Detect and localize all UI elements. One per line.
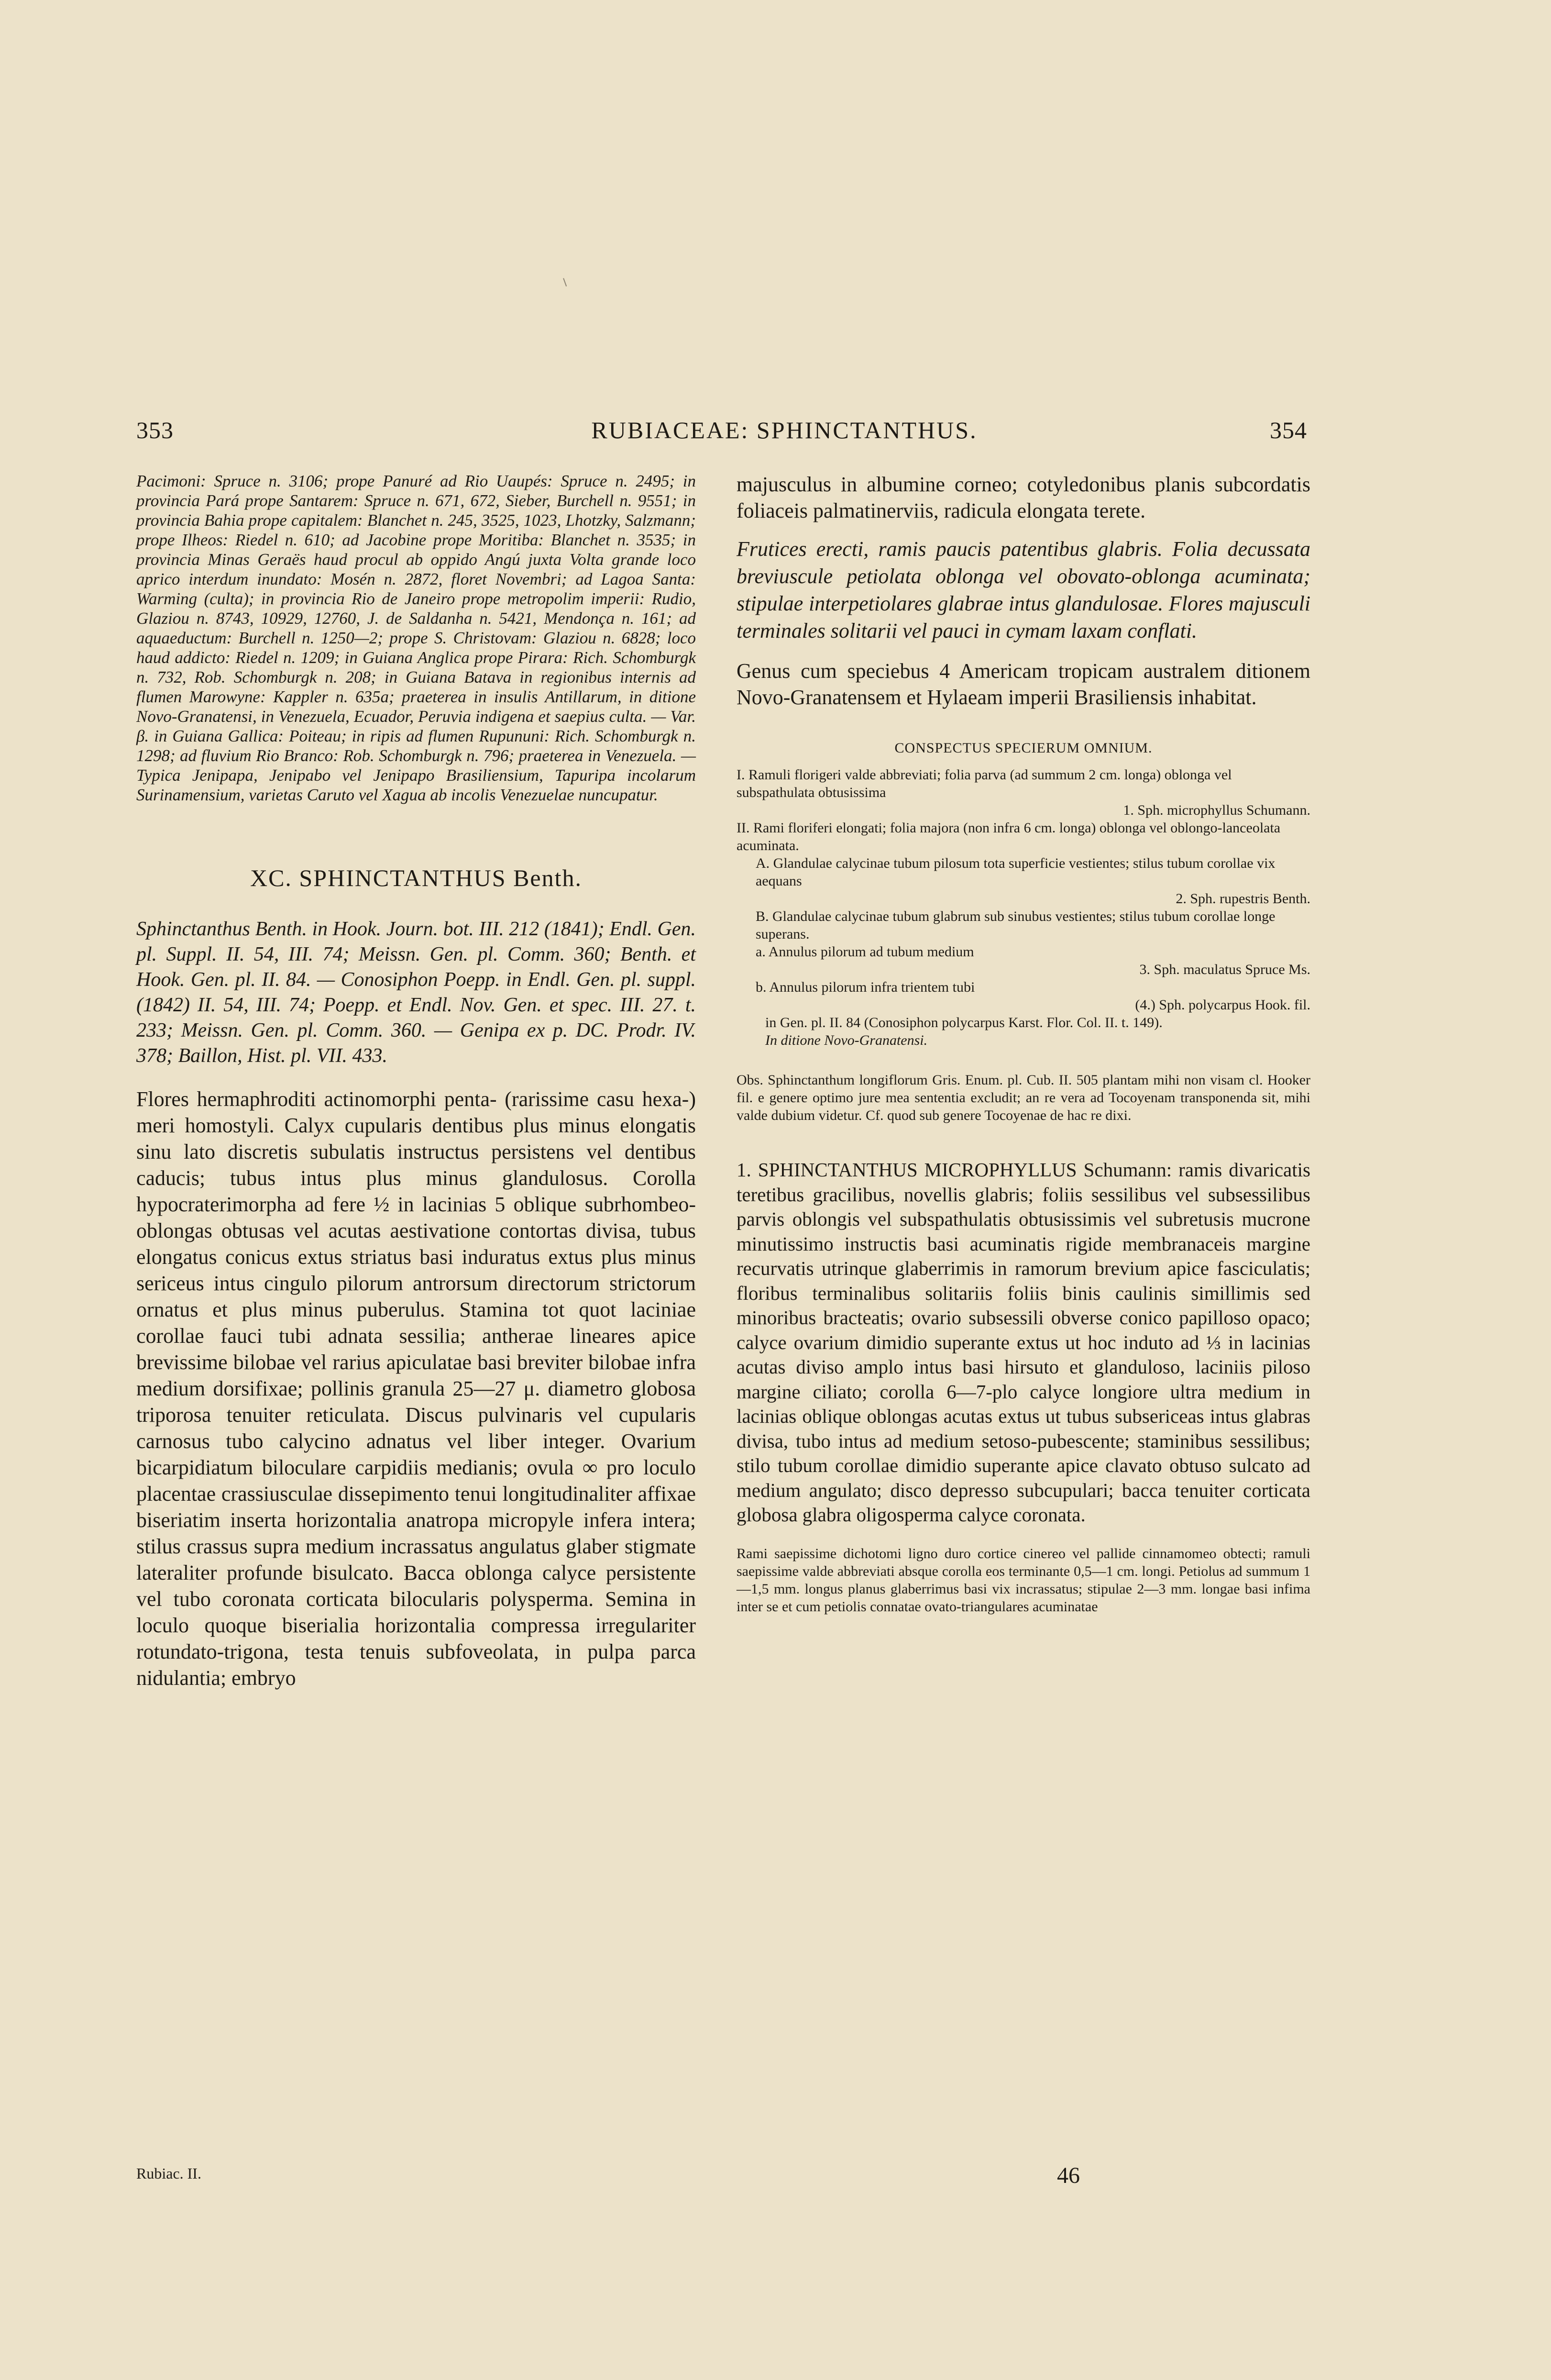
key-lead-2b-a: a. Annulus pilorum ad tubum medium bbox=[756, 944, 974, 960]
genus-synonymy: Sphinctanthus Benth. in Hook. Journ. bot. III. 212 (1841); Endl. Gen. pl. Suppl. II. 54, III. 74; Meissn. Gen. pl. Comm. 360; Benth. et Hook. Gen. pl. II. 84. — Conosiphon Poepp. in Endl. Gen. pl. suppl. (1842) II. 54, III. 74; Poepp. et Endl. Nov. Gen. et spec. III. 27. t. 233; Meissn. Gen. pl. Comm. 360. — Genipa ex p. DC. Prodr. IV. 378; Baillon, Hist. pl. VII. 433. bbox=[136, 918, 696, 1067]
species-key bbox=[737, 766, 1310, 1049]
signature-number: 46 bbox=[1057, 2163, 1080, 2188]
key-lead-2a: A. Glandulae calycinae tubum pilosum tota superficie vestientes; stilus tubum corollae vix aequans bbox=[756, 855, 1276, 889]
key-result-1: 1. Sph. microphyllus Schumann. bbox=[1123, 802, 1310, 818]
species-description: 1. SPHINCTANTHUS MICROPHYLLUS Schumann: ramis divaricatis teretibus gracilibus, novellis glabris; foliis sessilibus vel subsessilibus parvis oblongis vel subspathulatis obtusissimis vel subretusis mucrone minutissimo instructis basi acuminatis rigide membranaceis margine recurvatis utrinque glaberrimis in ramorum brevium apice fasciculatis; floribus terminalibus solitariis foliis binis caulinis simillimis sed minoribus bracteatis; ovario subsessili obverse conico papilloso opaco; calyce ovarium dimidio superante extus ut hoc induto ad ⅓ in lacinias acutas diviso amplo intus basi hirsuto et glanduloso, laciniis piloso margine ciliato; corolla 6—7-plo calyce longiore ultra medium in lacinias oblique oblongas acutas extus ut tubus subsericeas intus glabras divisa, tubo intus ad medium setoso-pubescente; staminibus sessilibus; stilo tubum corollae dimidio superante apice clavato obtuso sulcato ad medium angulato; disco depresso subcupulari; bacca tenuiter corticata globosa glabra oligosperma calyce coronata. bbox=[737, 1159, 1310, 1526]
key-result-3: 3. Sph. maculatus Spruce Ms. bbox=[1139, 962, 1310, 977]
key-distribution-4: In ditione Novo-Granatensi. bbox=[765, 1032, 928, 1048]
localities-paragraph: Pacimoni: Spruce n. 3106; prope Panuré ad Rio Uaupés: Spruce n. 2495; in provincia Pará prope Santarem: Spruce n. 671, 672, Sieber, Burchell n. 9551; in provincia Bahia prope capitalem: Blanchet n. 245, 3525, 1023, Lhotzky, Salzmann; prope Ilheos: Riedel n. 610; ad Jacobine prope Moritiba: Blanchet n. 3535; in provincia Minas Geraës haud procul ab oppido Angú juxta Volta grande loco aprico interdum inundato: Mosén n. 2872, floret Novembri; ad Lagoa Santa: Warming (culta); in provincia Rio de Janeiro prope metropolim imperii: Rudio, Glaziou n. 8743, 10929, 12760, J. de Saldanha n. 5421, Mendonça n. 161; ad aquaeductum: Burchell n. 1250—2; prope S. Christovam: Glaziou n. 6828; loco haud addicto: Riedel n. 1209; in Guiana Anglica prope Pirara: Rich. Schomburgk n. 732, Rob. Schomburgk n. 208; in Guiana Batava in regionibus internis ad flumen Marowyne: Kappler n. 635a; praeterea in insulis Antillarum, in ditione Novo-Granatensi, in Venezuela, Ecuador, Peruvia indigena et saepius culta. — Var. β. in Guiana Gallica: Poiteau; in ripis ad flumen Rupununi: Rich. Schomburgk n. 1298; ad fluvium Rio Branco: Rob. Schomburgk n. 796; praeterea in Venezuela. — Typica Jenipapa, Jenipabo vel Jenipapo Brasiliensium, Tapuripa incolarum Surinamensium, varietas Caruto vel Xagua ab incolis Venezuelae nuncupatur. bbox=[136, 472, 696, 804]
right-page-number: 354 bbox=[1270, 417, 1307, 443]
signature-mark-left: Rubiac. II. bbox=[136, 2165, 201, 2182]
genus-heading: XC. SPHINCTANTHUS Benth. bbox=[250, 864, 583, 891]
conspectus-heading: CONSPECTUS SPECIERUM OMNIUM. bbox=[894, 740, 1153, 756]
key-lead-2b: B. Glandulae calycinae tubum glabrum sub sinubus vestientes; stilus tubum corollae longe superans. bbox=[756, 908, 1276, 942]
stray-pencil-mark bbox=[563, 277, 570, 287]
left-page-number: 353 bbox=[136, 417, 174, 443]
key-lead-2: II. Rami floriferi elongati; folia majora (non infra 6 cm. longa) oblonga vel oblongo-lanceolata acuminata. bbox=[737, 820, 1281, 853]
species-measurements: Rami saepissime dichotomi ligno duro cortice cinereo vel pallide cinnamomeo obtecti; ramuli saepissime valde abbreviati absque corolla eos terminante 0,5—1 cm. longi. Petiolus ad summum 1—1,5 mm. longus planus glaberrimus basi vix incrassatus; stipulae 2—3 mm. longae basi infima inter se et cum petiolis connatae ovato-triangulares acuminatae bbox=[737, 1545, 1310, 1615]
key-lead-2b-b: b. Annulus pilorum infra trientem tubi bbox=[756, 979, 975, 995]
key-result-2: 2. Sph. rupestris Benth. bbox=[1176, 891, 1310, 907]
left-column bbox=[136, 471, 696, 1691]
observation-note: Obs. Sphinctanthum longiflorum Gris. Enum. pl. Cub. II. 505 plantam mihi non visam cl. Hooker fil. e genere optimo jure mea sententia excludit; an re vera ad Tocoyenam transponenda sit, mihi valde dubium videtur. Cf. quod sub genere Tocoyenae de hac re dixi. bbox=[737, 1072, 1310, 1123]
genus-diagnosis: Frutices erecti, ramis paucis patentibus glabris. Folia decussata breviuscule petiolata oblonga vel obovato-oblonga acuminata; stipulae interpetiolares glabrae intus glandulosae. Flores majusculi terminales solitarii vel pauci in cymam laxam conflati. bbox=[737, 537, 1310, 642]
genus-distribution: Genus cum speciebus 4 Americam tropicam australem ditionem Novo-Granatensem et Hylaeam imperii Brasiliensis inhabitat. bbox=[737, 659, 1310, 709]
right-column bbox=[737, 471, 1310, 1616]
key-citation-4: in Gen. pl. II. 84 (Conosiphon polycarpus Karst. Flor. Col. II. t. 149). bbox=[765, 1015, 1163, 1030]
key-lead-1: I. Ramuli florigeri valde abbreviati; folia parva (ad summum 2 cm. longa) oblonga vel subspathulata obtusissima bbox=[737, 767, 1232, 800]
running-title: RUBIACEAE: SPHINCTANTHUS. bbox=[591, 417, 978, 443]
description-continuation: majusculus in albumine corneo; cotyledonibus planis subcordatis foliaceis palmatinerviis, radicula elongata terete. bbox=[737, 473, 1310, 522]
key-result-4: (4.) Sph. polycarpus Hook. fil. bbox=[1135, 997, 1310, 1013]
genus-description: Flores hermaphroditi actinomorphi penta- (rarissime casu hexa-) meri homostyli. Calyx cupularis dentibus plus minus elongatis sinu lato discretis subulatis instructus persistens vel dentibus caducis; tubus intus plus minus glandulosus. Corolla hypocraterimorpha ad fere ½ in lacinias 5 oblique subrhombeo-oblongas obtusas vel acutas aestivatione contortas divisa, tubus elongatus conicus extus striatus basi induratus extus plus minus sericeus intus cingulo pilorum antrorsum directorum strictorum ornatus et plus minus puberulus. Stamina tot quot laciniae corollae fauci tubi adnata sessilia; antherae lineares apice brevissime bilobae vel rarius apiculatae basi breviter bilobae infra medium dorsifixae; pollinis granula 25—27 μ. diametro globosa triporosa tenuiter reticulata. Discus pulvinaris vel cupularis carnosus tubo calycino adnatus vel liber integer. Ovarium bicarpidiatum biloculare carpidiis medianis; ovula ∞ pro loculo placentae crassiusculae dissepimento tenui longitudinaliter affixae biseriatim inserta horizontalia anatropa micropyle infera intera; stilus crassus supra medium incrassatus angulatus glaber stigmate lateraliter profunde bisulcato. Bacca oblonga calyce persistente vel tubo coronata corticata bilocularis polysperma. Semina in loculo quoque biserialia horizontalia compressa irregulariter rotundato-trigona, testa tenuis subfoveolata, in pulpa parca nidulantia; embryo bbox=[136, 1087, 696, 1690]
